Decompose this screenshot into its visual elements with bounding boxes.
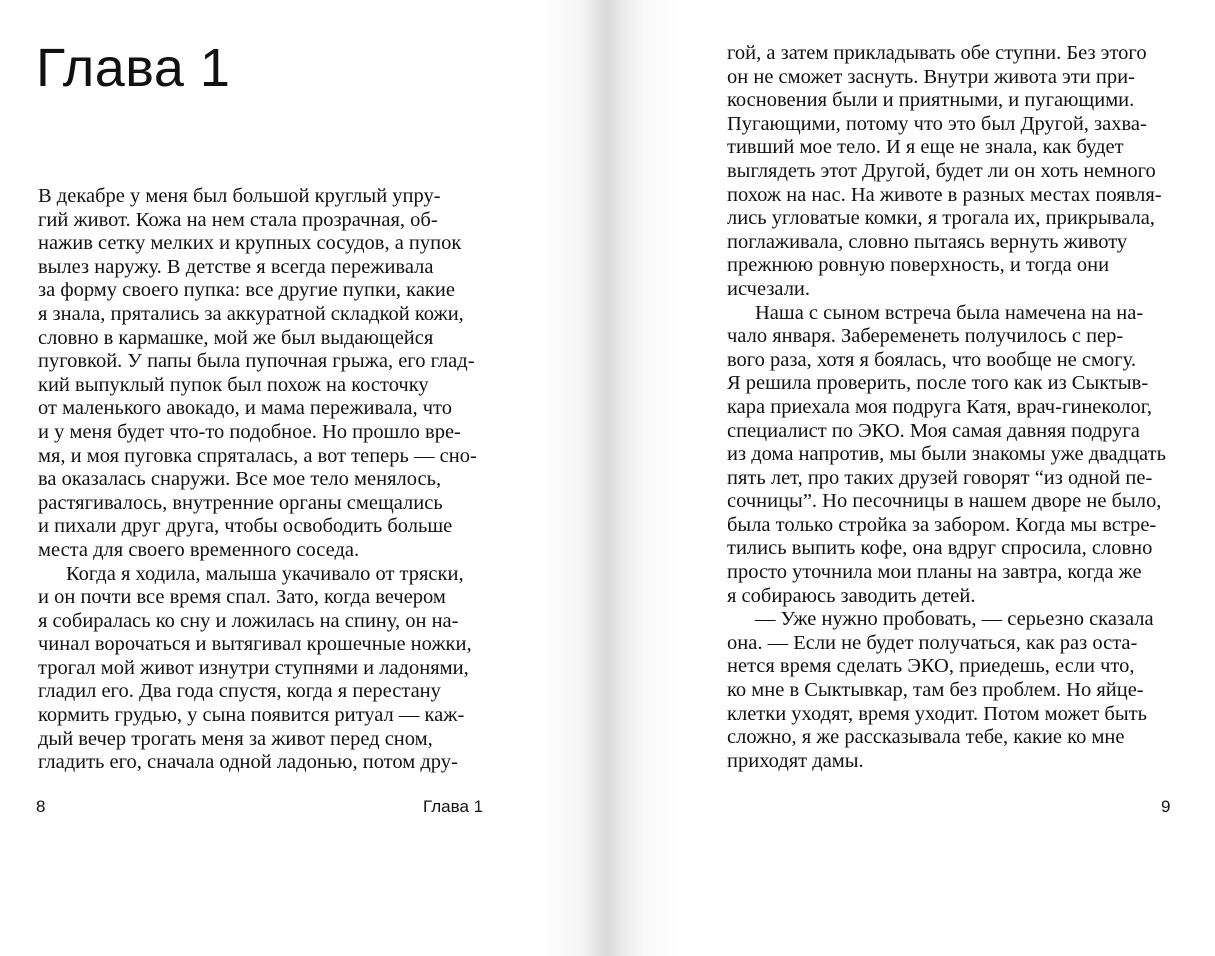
text-line: и пихали друг друга, чтобы освободить больше [38, 515, 453, 538]
text-line: места для своего временного соседа. [38, 538, 360, 561]
text-line: В декабре у меня был большой круглый упру- [38, 185, 441, 207]
book-gutter-shadow [540, 0, 680, 956]
text-line: словно в кармашке, мой же был выдающейся [38, 326, 434, 349]
text-line: я собираюсь заводить детей. [727, 584, 976, 607]
text-line: сочницы”. Но песочницы в нашем дворе не было, [727, 490, 1162, 513]
left-page-text [38, 185, 477, 775]
text-line: косновения были и приятными, и пугающими. [727, 89, 1135, 112]
text-line: прежнюю ровную поверхность, и тогда они [727, 254, 1110, 277]
text-line: я знала, прятались за аккуратной складкой кожи, [38, 302, 464, 325]
text-line: мя, и моя пуговка спряталась, а вот теперь — сно- [38, 444, 477, 467]
text-line-paragraph-start: Когда я ходила, малыша укачивало от тряски, [66, 562, 464, 585]
text-line: кормить грудью, у сына появится ритуал — каж- [38, 704, 465, 727]
chapter-title: Глава 1 [36, 38, 231, 98]
text-line: нажив сетку мелких и крупных сосудов, а пупок [38, 232, 462, 255]
text-line: ко мне в Сыктывкар, там без проблем. Но яйце- [727, 679, 1144, 702]
text-line: от маленького авокадо, и мама переживала, что [38, 397, 452, 420]
text-line: Я решила проверить, после того как из Сыктыв- [727, 372, 1149, 395]
text-line: была только стройка за забором. Когда мы встре- [727, 513, 1157, 536]
text-line: гой, а затем прикладывать обе ступни. Без этого [727, 42, 1147, 64]
text-line: и он почти все время спал. Зато, когда вечером [38, 586, 446, 609]
text-line: тивший мое тело. И я еще не знала, как будет [727, 136, 1124, 159]
text-line: растягивалось, внутренние органы смещались [38, 491, 443, 514]
text-line: тились выпить кофе, она вдруг спросила, словно [727, 537, 1153, 560]
text-line: трогал мой живот изнутри ступнями и ладонями, [38, 656, 469, 679]
right-page-text [727, 42, 1166, 773]
page-number-right: 9 [1161, 797, 1171, 816]
text-line: чинал ворочаться и вытягивал крошечные ножки, [38, 633, 472, 656]
text-line: гладил его. Два года спустя, когда я перестану [38, 680, 441, 703]
text-line: гладить его, сначала одной ладонью, потом дру- [38, 751, 458, 774]
text-line: исчезали. [727, 277, 811, 300]
text-line-paragraph-start: Наша с сыном встреча была намечена на на- [755, 301, 1144, 324]
text-line: пуговкой. У папы была пупочная грыжа, его глад- [38, 350, 475, 373]
text-line: вого раза, хотя я боялась, что вообще не смогу. [727, 348, 1136, 371]
text-line: специалист по ЭКО. Моя самая давняя подруга [727, 419, 1140, 442]
text-line: она. — Если не будет получаться, как раз оста- [727, 631, 1138, 654]
text-line: похож на нас. На животе в разных местах появля- [727, 183, 1162, 206]
text-line: приходят дамы. [727, 749, 864, 772]
text-line: сложно, я же рассказывала тебе, какие ко мне [727, 726, 1125, 749]
running-head: Глава 1 [423, 797, 484, 816]
text-line-paragraph-start: — Уже нужно пробовать, — серьезно сказала [755, 608, 1154, 631]
text-line: Пугающими, потому что это был Другой, захва- [727, 112, 1147, 135]
text-line: ва оказалась снаружи. Все мое тело менялось, [38, 468, 442, 491]
page-number-left: 8 [36, 797, 46, 816]
text-line: я собиралась ко сну и ложилась на спину, он на- [38, 609, 459, 632]
text-line: дый вечер трогать меня за живот перед сном, [38, 727, 433, 750]
text-line: поглаживала, словно пытаясь вернуть животу [727, 230, 1128, 253]
text-line: из дома напротив, мы были знакомы уже двадцать [727, 443, 1166, 466]
text-line: кара приехала моя подруга Катя, врач-гинеколог, [727, 395, 1152, 418]
text-line: клетки уходят, время уходит. Потом может быть [727, 702, 1147, 725]
text-line: лись угловатые комки, я трогала их, прикрывала, [727, 207, 1155, 230]
text-line: гий живот. Кожа на нем стала прозрачная, об- [38, 208, 438, 231]
text-line: чало января. Забеременеть получилось с пер- [727, 325, 1124, 348]
text-line: вылез наружу. В детстве я всегда переживала [38, 255, 434, 278]
text-line: выглядеть этот Другой, будет ли он хоть немного [727, 159, 1156, 182]
text-line: за форму своего пупка: все другие пупки, какие [38, 279, 455, 302]
text-line: и у меня будет что-то подобное. Но прошло вре- [38, 420, 461, 443]
text-line: просто уточнила мои планы на завтра, когда же [727, 561, 1142, 584]
text-line: пять лет, про таких друзей говорят “из одной пе- [727, 466, 1153, 489]
text-line: нется время сделать ЭКО, приедешь, если что, [727, 655, 1135, 678]
text-line: он не сможет заснуть. Внутри живота эти при- [727, 65, 1135, 88]
text-line: кий выпуклый пупок был похож на косточку [38, 373, 429, 396]
